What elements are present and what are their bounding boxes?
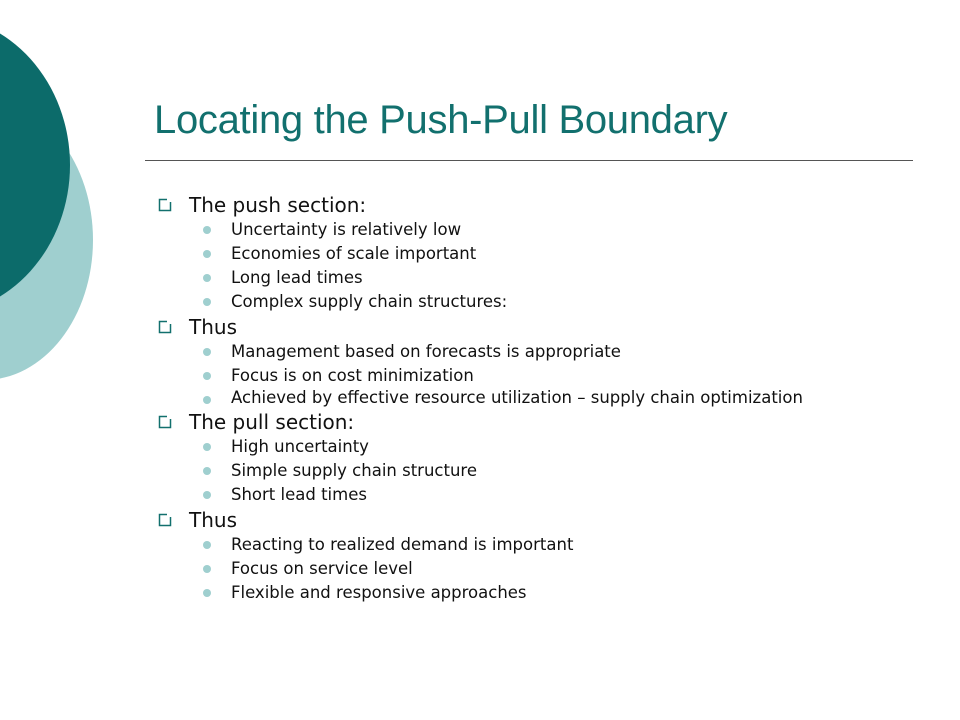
list-item <box>156 558 876 579</box>
title-divider <box>145 160 913 161</box>
list-item <box>156 341 876 362</box>
list-item <box>156 534 876 555</box>
section-heading <box>156 315 876 339</box>
list-item <box>156 243 876 264</box>
section-heading <box>156 410 876 434</box>
dot-bullet-icon <box>203 274 211 282</box>
dot-bullet-icon <box>203 541 211 549</box>
list-item <box>156 389 876 407</box>
section-heading <box>156 508 876 532</box>
dot-bullet-icon <box>203 589 211 597</box>
list-item-text: Focus on service level <box>231 559 413 578</box>
square-bullet-icon <box>156 511 174 529</box>
list-item-text: Flexible and responsive approaches <box>231 583 527 602</box>
list-item <box>156 582 876 603</box>
section-heading-text: The push section: <box>189 193 367 217</box>
list-item <box>156 291 876 312</box>
list-item-text: Management based on forecasts is appropriate <box>231 342 621 361</box>
list-item-text: Reacting to realized demand is important <box>231 535 574 554</box>
dot-bullet-icon <box>203 491 211 499</box>
dot-bullet-icon <box>203 443 211 451</box>
square-bullet-icon <box>156 196 174 214</box>
square-bullet-icon <box>156 318 174 336</box>
list-item-text: Achieved by effective resource utilization – supply chain optimization <box>231 388 803 407</box>
list-item-text: Focus is on cost minimization <box>231 366 474 385</box>
section-heading-text: The pull section: <box>189 410 355 434</box>
section-heading <box>156 193 876 217</box>
dot-bullet-icon <box>203 565 211 573</box>
list-item-text: Complex supply chain structures: <box>231 292 508 311</box>
list-item-text: Economies of scale important <box>231 244 477 263</box>
section-heading-text: Thus <box>189 315 237 339</box>
list-item-text: Long lead times <box>231 268 363 287</box>
slide-content <box>156 193 876 606</box>
list-item-text: Short lead times <box>231 485 367 504</box>
section-heading-text: Thus <box>189 508 237 532</box>
dot-bullet-icon <box>203 348 211 356</box>
list-item-text: Uncertainty is relatively low <box>231 220 462 239</box>
list-item <box>156 219 876 240</box>
list-item-text: Simple supply chain structure <box>231 461 477 480</box>
list-item <box>156 436 876 457</box>
list-item <box>156 365 876 386</box>
dot-bullet-icon <box>203 226 211 234</box>
dot-bullet-icon <box>203 467 211 475</box>
square-bullet-icon <box>156 413 174 431</box>
dot-bullet-icon <box>203 372 211 380</box>
dot-bullet-icon <box>203 298 211 306</box>
dot-bullet-icon <box>203 250 211 258</box>
list-item <box>156 460 876 481</box>
dot-bullet-icon <box>203 396 211 404</box>
list-item <box>156 484 876 505</box>
list-item-text: High uncertainty <box>231 437 369 456</box>
list-item <box>156 267 876 288</box>
slide-title: Locating the Push-Pull Boundary <box>154 98 728 142</box>
